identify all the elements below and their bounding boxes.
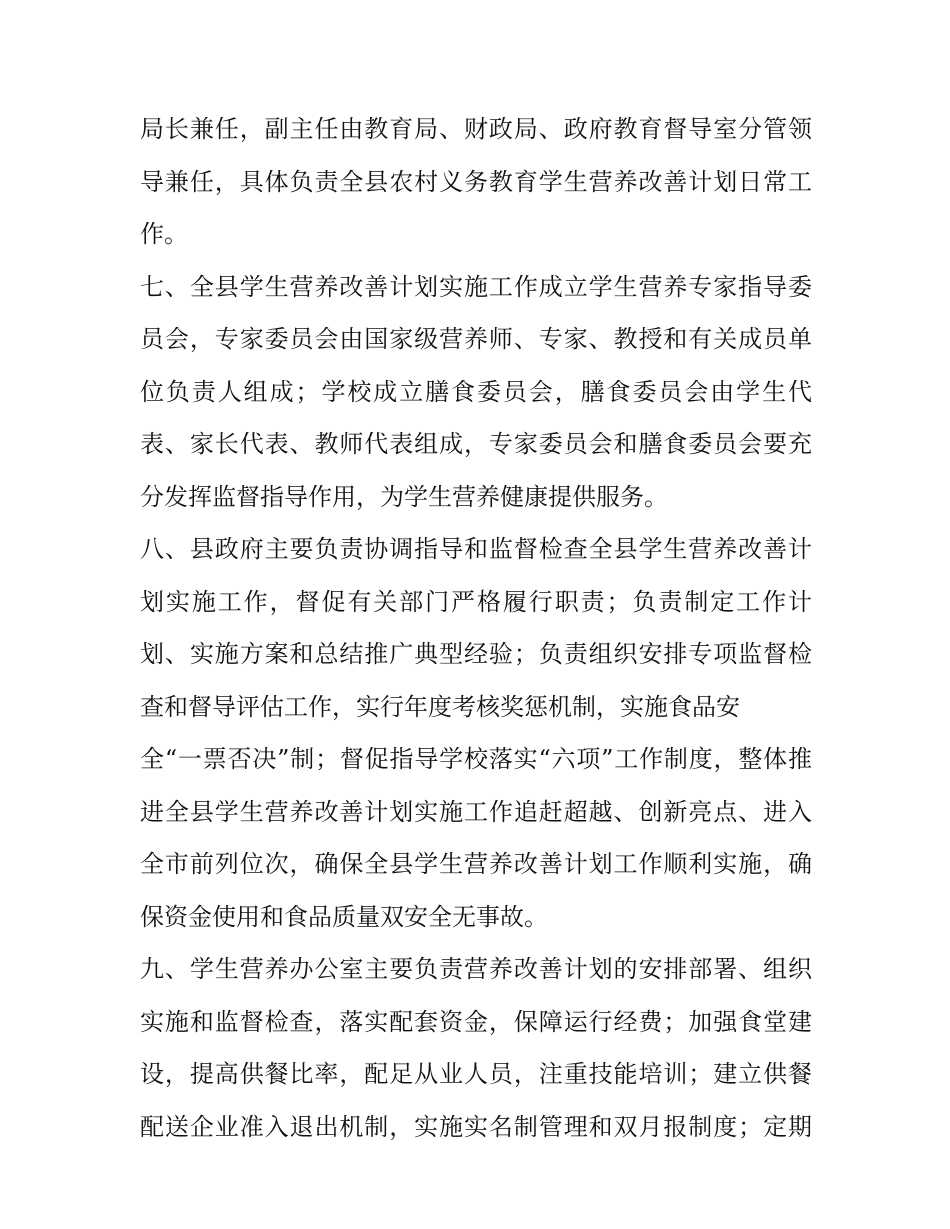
text-line: 进全县学生营养改善计划实施工作追赶超越、创新亮点、进入 xyxy=(140,797,812,826)
text-line: 七、全县学生营养改善计划实施工作成立学生营养专家指导委 xyxy=(140,272,812,301)
text-line: 保资金使用和食品质量双安全无事故。 xyxy=(140,902,548,931)
text-line: 配送企业准入退出机制，实施实名制管理和双月报制度；定期 xyxy=(140,1112,812,1141)
text-line: 分发挥监督指导作用，为学生营养健康提供服务。 xyxy=(140,482,668,511)
text-line: 位负责人组成；学校成立膳食委员会，膳食委员会由学生代 xyxy=(140,377,812,406)
text-line: 设，提高供餐比率，配足从业人员，注重技能培训；建立供餐 xyxy=(140,1060,812,1088)
text-line: 全“一票否决”制；督促指导学校落实“六项”工作制度，整体推 xyxy=(140,745,812,773)
text-line: 作。 xyxy=(140,220,188,248)
text-line: 局长兼任，副主任由教育局、财政局、政府教育督导室分管领 xyxy=(140,115,812,143)
text-line: 九、学生营养办公室主要负责营养改善计划的安排部署、组织 xyxy=(140,955,812,983)
text-line: 实施和监督检查，落实配套资金，保障运行经费；加强食堂建 xyxy=(140,1007,812,1036)
text-line: 导兼任，具体负责全县农村义务教育学生营养改善计划日常工 xyxy=(140,167,812,196)
text-line: 八、县政府主要负责协调指导和监督检查全县学生营养改善计 xyxy=(140,535,812,563)
text-line: 员会，专家委员会由国家级营养师、专家、教授和有关成员单 xyxy=(140,325,812,353)
text-line: 划、实施方案和总结推广典型经验；负责组织安排专项监督检 xyxy=(140,640,812,668)
text-line: 查和督导评估工作，实行年度考核奖惩机制，实施食品安 xyxy=(140,692,740,721)
document-body xyxy=(140,103,812,1153)
text-line: 全市前列位次，确保全县学生营养改善计划工作顺利实施，确 xyxy=(140,850,812,878)
text-line: 划实施工作，督促有关部门严格履行职责；负责制定工作计 xyxy=(140,587,812,616)
text-line: 表、家长代表、教师代表组成，专家委员会和膳食委员会要充 xyxy=(140,430,812,458)
